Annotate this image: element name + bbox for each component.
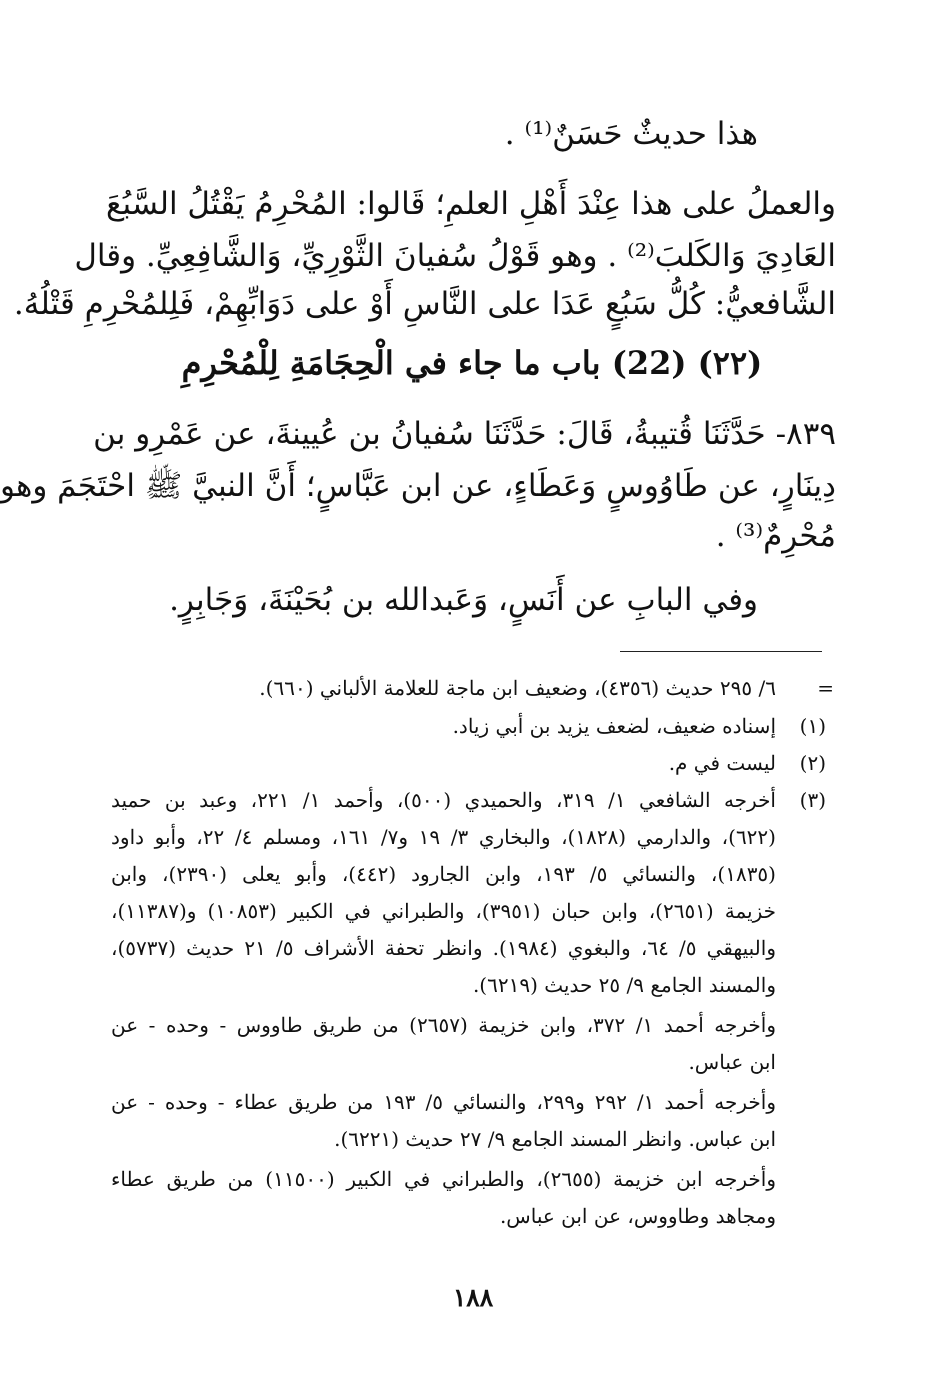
footnote-text: أخرجه الشافعي ١/ ٣١٩، والحميدي (٥٠٠)، وأحمد ١/ ٢٢١، وعبد بن حميد	[111, 788, 776, 812]
text-line: ٨٣٩- حَدَّثَنَا قُتيبةُ، قَالَ: حَدَّثَنَا سُفيانُ بن عُيينةَ، عن عَمْرِو بن	[93, 416, 836, 452]
page-number: ١٨٨	[452, 1283, 494, 1312]
footnote-text: خزيمة (٢٦٥١)، وابن حبان (٣٩٥١)، والطبراني في الكبير (١٠٨٥٣) و(١١٣٨٧)،	[111, 899, 776, 923]
footnote-text: إسناده ضعيف، لضعف يزيد بن أبي زياد.	[452, 714, 776, 738]
footnote-text: ليست في م.	[668, 751, 776, 775]
footnote-text: ابن عباس.	[688, 1050, 776, 1074]
text-line: وفي البابِ عن أَنَسٍ، وَعَبدالله بن بُحَيْنَةَ، وَجَابِرٍ.	[169, 582, 758, 618]
footnote-number: (١)	[799, 714, 826, 738]
chapter-heading: (٢٢) (22) باب ما جاء في الْحِجَامَةِ لِلْمُحْرِمِ	[181, 344, 763, 382]
footnote-number: (٢)	[799, 751, 826, 775]
footnote-text: ابن عباس. وانظر المسند الجامع ٩/ ٢٧ حديث (٦٢٢١).	[334, 1127, 776, 1151]
text-line: الشَّافعيُّ: كُلُّ سَبُعٍ عَدَا على النَّاسِ أَوْ على دَوَابِّهِمْ، فَلِلمُحْرِمِ قَتْلُهُ.	[13, 286, 836, 322]
text-line: والعملُ على هذا عِنْدَ أَهْلِ العلمِ؛ قَالوا: المُحْرِمُ يَقْتُلُ السَّبُعَ	[106, 186, 836, 222]
footnote-separator	[620, 651, 822, 652]
footnote-continuation-marker: =	[817, 676, 834, 700]
text-line: العَادِيَ وَالكَلبَ⁽²⁾ . وهو قَوْلُ سُفيانَ الثَّوْرِيِّ، وَالشَّافِعِيِّ. وقال	[74, 238, 836, 274]
footnote-text: وأخرجه ابن خزيمة (٢٦٥٥)، والطبراني في الكبير (١١٥٠٠) من طريق عطاء	[111, 1167, 777, 1191]
footnote-number: (٣)	[799, 788, 826, 812]
footnote-text: وأخرجه أحمد ١/ ٣٧٢، وابن خزيمة (٢٦٥٧) من طريق طاووس - وحده - عن	[111, 1013, 776, 1037]
footnote-text: والمسند الجامع ٩/ ٢٥ حديث (٦٢١٩).	[472, 973, 776, 997]
footnote-text: والبيهقي ٥/ ٦٤، والبغوي (١٩٨٤). وانظر تحفة الأشراف ٥/ ٢١ حديث (٥٧٣٧)،	[111, 936, 776, 960]
footnote-text: (١٨٣٥)، والنسائي ٥/ ١٩٣، وابن الجارود (٤٤٢)، وأبو يعلى (٢٣٩٠)، وابن	[111, 862, 776, 886]
footnote-text: ٦/ ٢٩٥ حديث (٤٣٥٦)، وضعيف ابن ماجة للعلامة الألباني (٦٦٠).	[259, 676, 776, 700]
text-line: هذا حديثٌ حَسَنٌ⁽¹⁾ .	[504, 116, 758, 152]
footnote-text: ومجاهد وطاووس، عن ابن عباس.	[499, 1204, 776, 1228]
text-line: مُحْرِمٌ⁽³⁾ .	[715, 518, 836, 554]
footnote-text: (٦٢٢)، والدارمي (١٨٢٨)، والبخاري ٣/ ١٩ و٧/ ١٦١، ومسلم ٤/ ٢٢، وأبو داود	[111, 825, 776, 849]
footnote-text: وأخرجه أحمد ١/ ٢٩٢ و٢٩٩، والنسائي ٥/ ١٩٣ من طريق عطاء - وحده - عن	[111, 1090, 776, 1114]
text-line: دِينَارٍ، عن طَاوُوسٍ وَعَطَاءٍ، عن ابن عَبَّاسٍ؛ أَنَّ النبيَّ ﷺ احْتَجَمَ وهو	[0, 468, 836, 504]
